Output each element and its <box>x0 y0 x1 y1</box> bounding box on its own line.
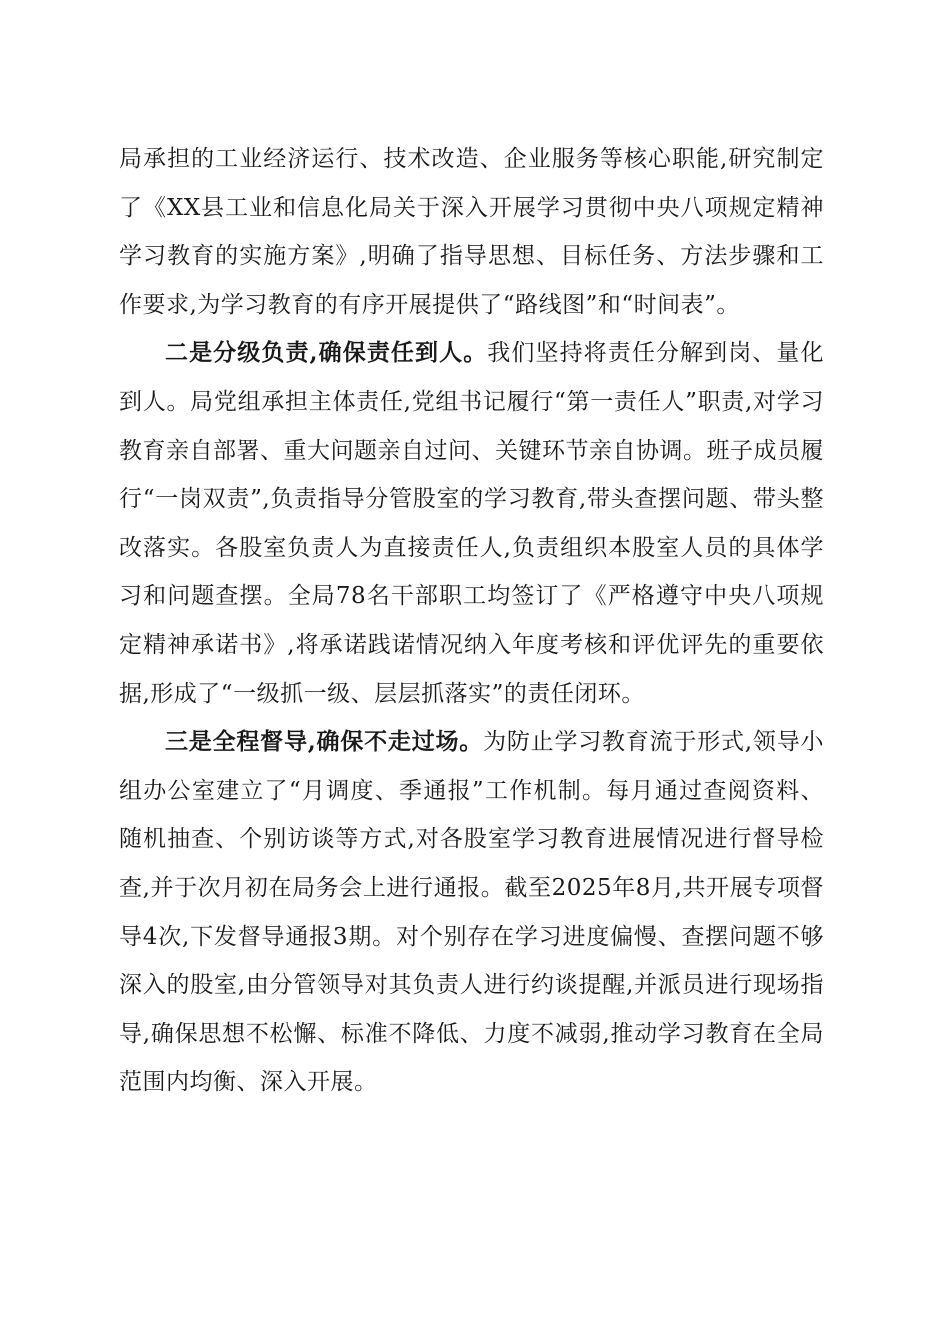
paragraph-supervision <box>119 718 824 1107</box>
document-body <box>119 135 824 1107</box>
paragraph-text: 我们坚持将责任分解到岗、量化到人。局党组承担主体责任,党组书记履行“第一责任人”职责,对学习教育亲自部署、重大问题亲自过问、关键环节亲自协调。班子成员履行“一岗双责”,负责指导分管股室的学习教育,带头查摆问题、带头整改落实。各股室负责人为直接责任人,负责组织本股室人员的具体学习和问题查摆。全局78名干部职工均签订了《严格遵守中央八项规定精神承诺书》,将承诺践诺情况纳入年度考核和评优评先的重要依据,形成了“一级抓一级、层层抓落实”的责任闭环。 <box>119 340 824 707</box>
paragraph-continuation <box>119 135 824 329</box>
paragraph-text: 为防止学习教育流于形式,领导小组办公室建立了“月调度、季通报”工作机制。每月通过查阅资料、随机抽查、个别访谈等方式,对各股室学习教育进展情况进行督导检查,并于次月初在局务会上进行通报。截至2025年8月,共开展专项督导4次,下发督导通报3期。对个别存在学习进度偏慢、查摆问题不够深入的股室,由分管领导对其负责人进行约谈提醒,并派员进行现场指导,确保思想不松懈、标准不降低、力度不减弱,推动学习教育在全局范围内均衡、深入开展。 <box>119 729 824 1096</box>
paragraph-responsibility <box>119 329 824 718</box>
paragraph-lead: 三是全程督导,确保不走过场。 <box>165 728 484 756</box>
paragraph-text: 局承担的工业经济运行、技术改造、企业服务等核心职能,研究制定了《XX县工业和信息化局关于深入开展学习贯彻中央八项规定精神学习教育的实施方案》,明确了指导思想、目标任务、方法步骤和工作要求,为学习教育的有序开展提供了“路线图”和“时间表”。 <box>119 146 824 318</box>
paragraph-lead: 二是分级负责,确保责任到人。 <box>165 339 488 367</box>
